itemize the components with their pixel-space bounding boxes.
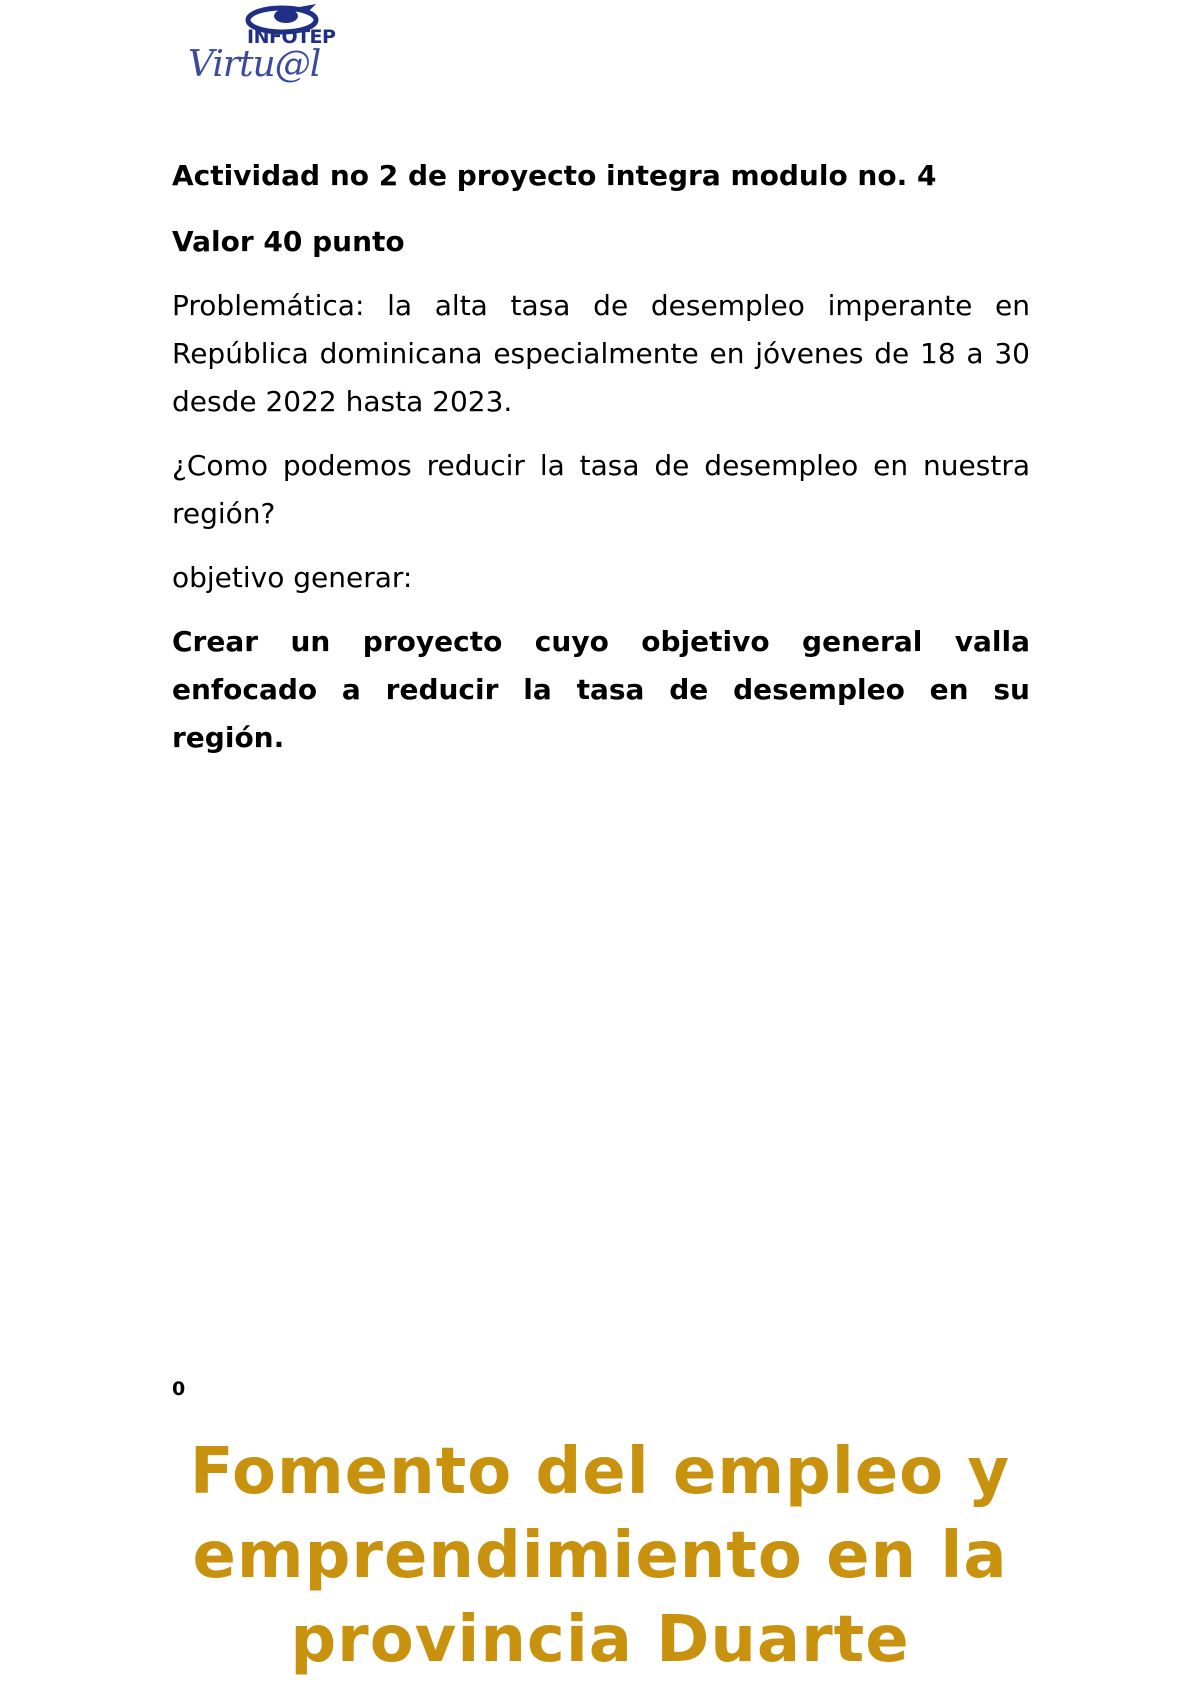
guiding-question: ¿Como podemos reducir la tasa de desempleo en nuestra región? bbox=[172, 449, 1030, 530]
logo-subbrand-text: Virtu@l bbox=[188, 44, 321, 85]
activity-value: Valor 40 punto bbox=[172, 225, 405, 258]
activity-title: Actividad no 2 de proyecto integra modulo no. 4 bbox=[172, 159, 937, 192]
objective-label: objetivo generar: bbox=[172, 561, 413, 594]
objective-text: Crear un proyecto cuyo objetivo general valla enfocado a reducir la tasa de desempleo en su región. bbox=[172, 625, 1030, 754]
footer-title: Fomento del empleo y emprendimiento en la provincia Duarte bbox=[189, 1435, 1011, 1677]
page-number: 0 bbox=[172, 1378, 186, 1400]
infotep-virtual-logo bbox=[182, 0, 336, 95]
logo-brand-text: INFOTEP bbox=[247, 26, 336, 48]
problem-statement: Problemática: la alta tasa de desempleo imperante en República dominicana especialmente en jóvenes de 18 a 30 desde 2022 hasta 2023. bbox=[172, 289, 1030, 418]
document-body bbox=[172, 152, 1030, 778]
